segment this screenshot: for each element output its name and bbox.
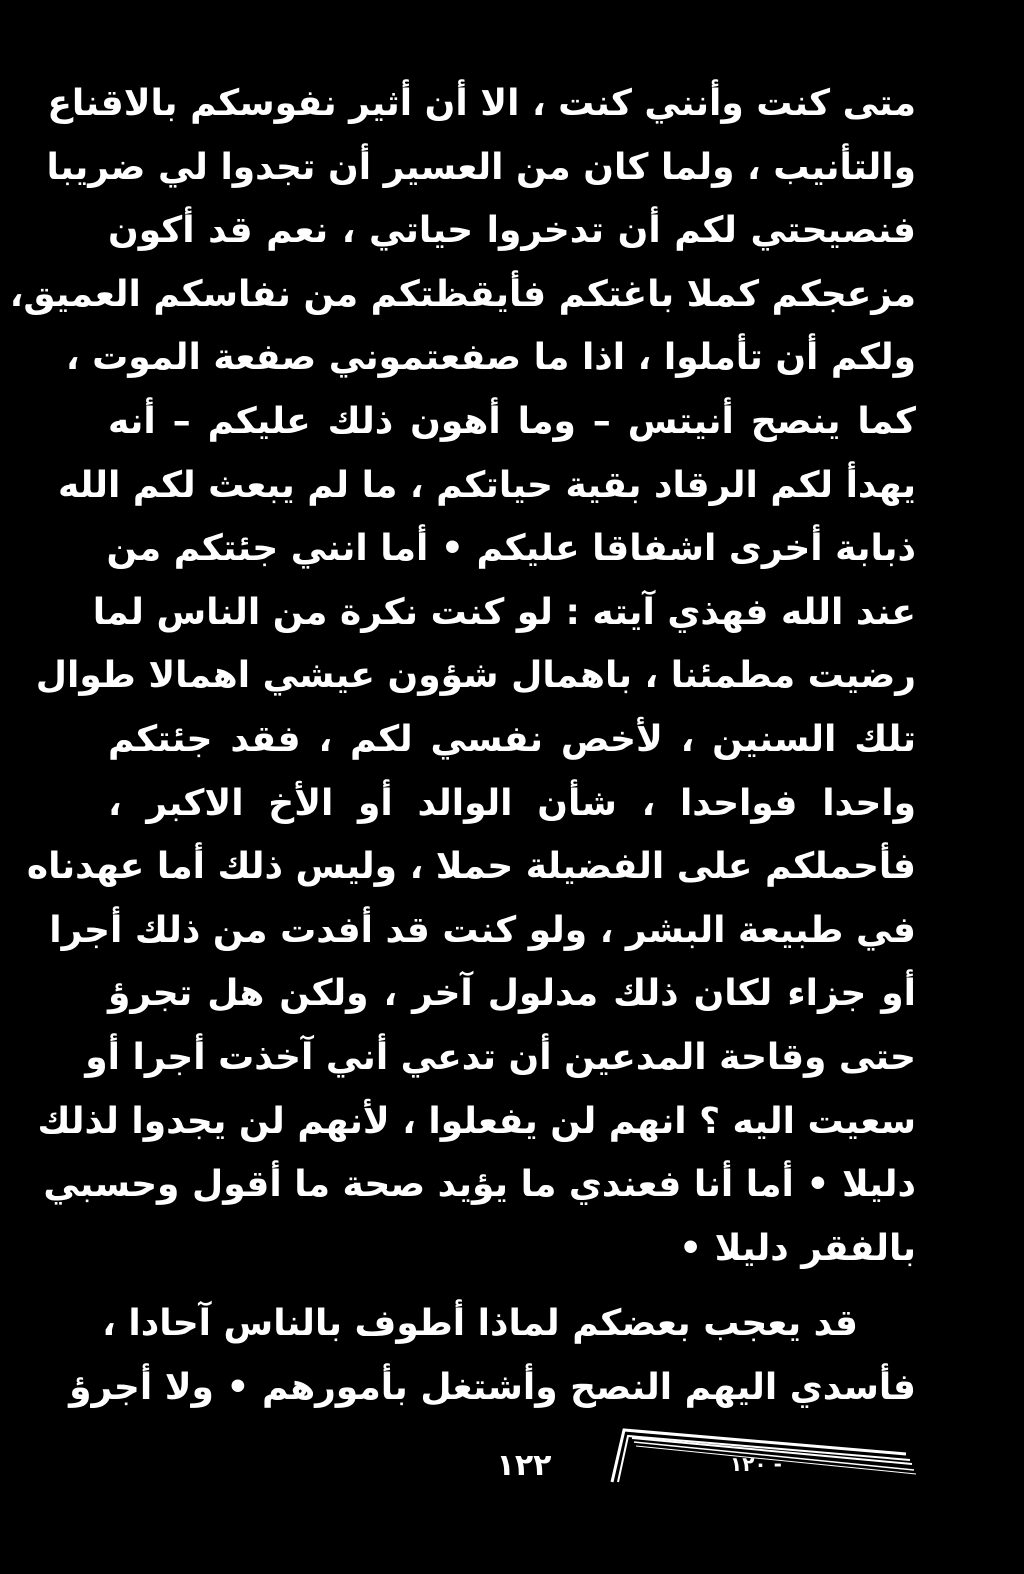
text-line: أو جزاء لكان ذلك مدلول آخر ، ولكن هل تجرؤ <box>108 973 916 1015</box>
paragraph-2 <box>69 1292 916 1419</box>
text-line: حتى وقاحة المدعين أن تدعي أني آخذت أجرا أو <box>85 1036 916 1078</box>
text-line: سعيت اليه ؟ انهم لن يفعلوا ، لأنهم لن يجدوا لذلك <box>37 1100 916 1142</box>
text-line: تلك السنين ، لأخص نفسي لكم ، فقد جئتكم <box>108 718 916 760</box>
text-line: بالفقر دليلا • <box>679 1227 916 1269</box>
text-line: والتأنيب ، ولما كان من العسير أن تجدوا لي ضريبا <box>46 146 916 188</box>
text-line: دليلا • أما أنا فعندي ما يؤيد صحة ما أقول وحسبي <box>43 1164 916 1206</box>
text-line: متى كنت وأنني كنت ، الا أن أثير نفوسكم بالاقناع <box>47 83 916 124</box>
text-line: فأحملكم على الفضيلة حملا ، وليس ذلك أما عهدناه <box>26 846 916 888</box>
text-line: رضيت مطمئنا ، باهمال شؤون عيشي اهمالا طوال <box>35 655 916 697</box>
stamp-text: ١٢٠ - <box>730 1452 782 1476</box>
paragraph-1 <box>9 72 916 1280</box>
text-line: ولكم أن تأملوا ، اذا ما صفعتموني صفعة الموت ، <box>65 337 916 379</box>
text-line: كما ينصح أنيتس – وما أهون ذلك عليكم – أنه <box>108 400 916 442</box>
text-line: ذبابة أخرى اشفاقا عليكم • أما انني جئتكم من <box>106 528 916 570</box>
text-line: واحدا فواحدا ، شأن الوالد أو الأخ الاكبر ، <box>108 782 916 824</box>
text-line: فنصيحتي لكم أن تدخروا حياتي ، نعم قد أكون <box>108 210 916 252</box>
page-number: ١٢٢ <box>496 1448 552 1483</box>
text-line: يهدأ لكم الرقاد بقية حياتكم ، ما لم يبعث لكم الله <box>58 464 916 506</box>
text-line: عند الله فهذي آيته : لو كنت نكرة من الناس لما <box>92 591 916 633</box>
text-line: في طبيعة البشر ، ولو كنت قد أفدت من ذلك أجرا <box>49 909 916 951</box>
text-line: فأسدي اليهم النصح وأشتغل بأمورهم • ولا أجرؤ <box>69 1366 916 1408</box>
text-line: مزعجكم كملا باغتكم فأيقظتكم من نفاسكم العميق، <box>9 273 916 315</box>
text-line: قد يعجب بعضكم لماذا أطوف بالناس آحادا ، <box>102 1303 858 1344</box>
